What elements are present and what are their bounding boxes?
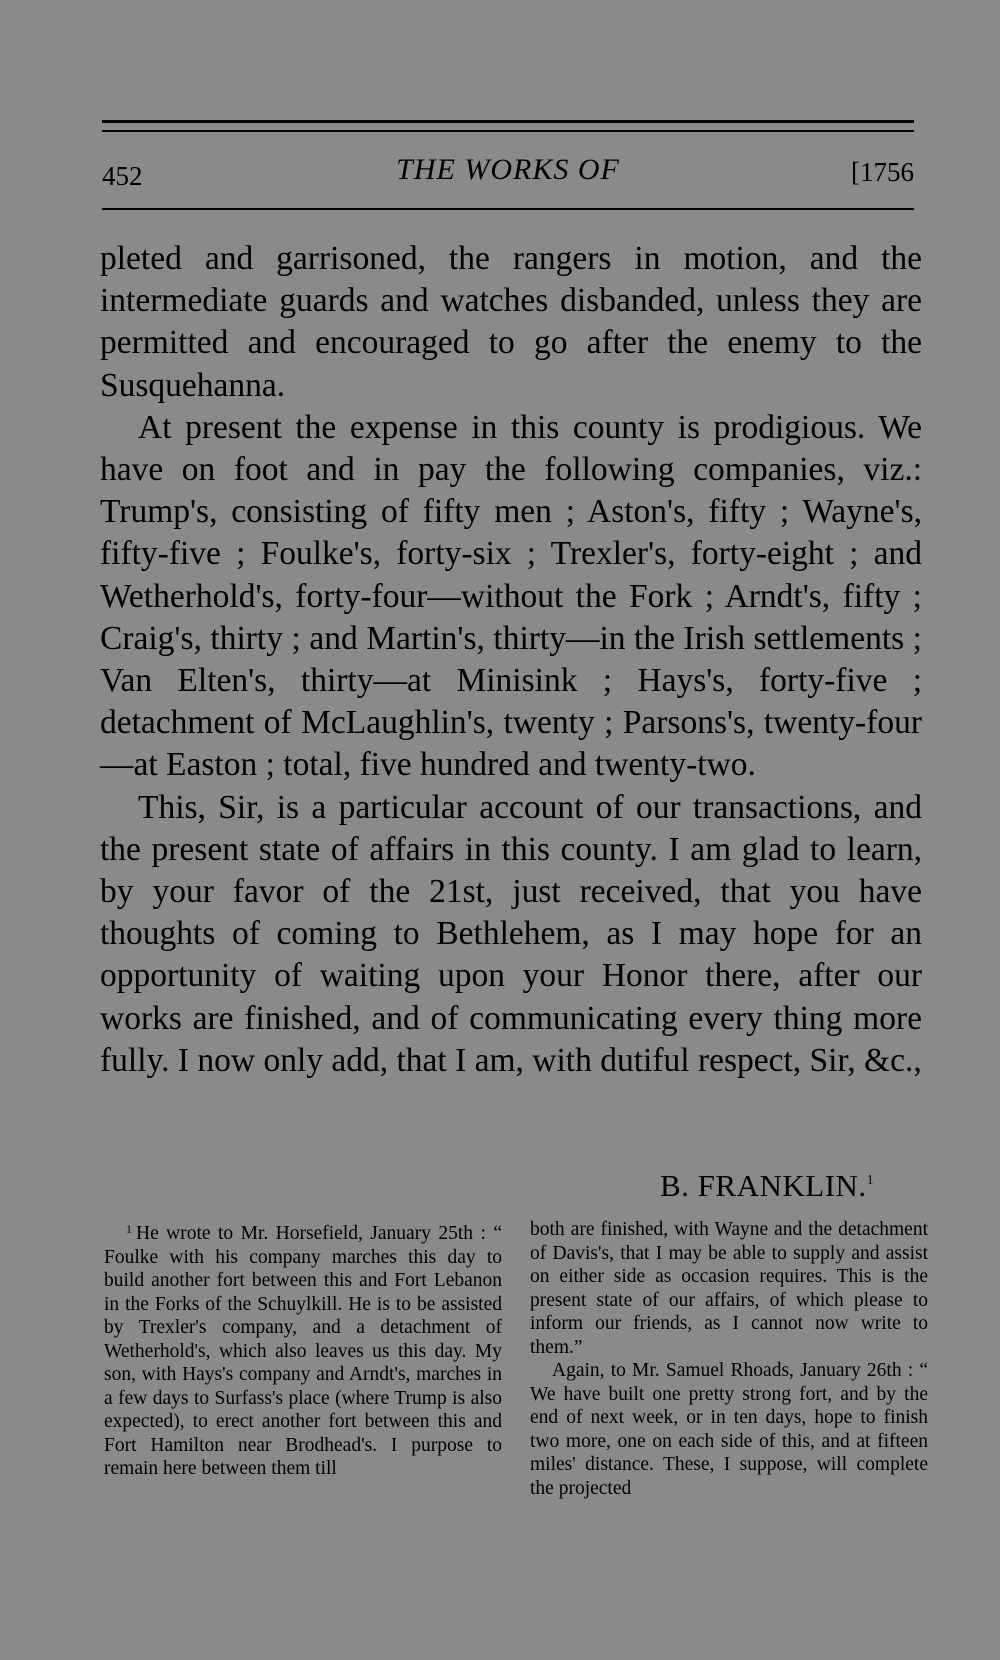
footnote-paragraph: Again, to Mr. Samuel Rhoads, January 26th : “ We have built one pretty strong fort, and by the end of next week, or in ten days, hope to finish two more, one on each side of this, and at fifteen miles' distance. These, I suppose, will complete the projected — [530, 1360, 928, 1499]
footnote-mark: 1 — [126, 1222, 132, 1236]
header-year: [1756 — [851, 157, 914, 187]
paragraph: This, Sir, is a particular account of our transactions, and the present state of affairs in this county. I am glad to learn, by your favor of the 21st, just received, that you have thoughts of coming to Bethlehem, as I may hope for an opportunity of waiting upon your Honor there, after our works are finished, and of communicating every thing more fully. I now only add, that I am, with dutiful respect, Sir, &c., — [100, 788, 922, 1079]
footnote-paragraph — [104, 1218, 502, 1481]
header-rule — [102, 208, 914, 210]
footnote-column-right — [530, 1218, 928, 1500]
page-number: 452 — [102, 161, 143, 191]
top-double-rule-upper — [102, 120, 914, 123]
paragraph: At present the expense in this county is prodigious. We have on foot and in pay the following companies, viz.: Trump's, consisting of fifty men ; Aston's, fifty ; Wayne's, fifty-five ; Foulke's, forty-six ; Trexler's, forty-eight ; and Wetherhold's, forty-four—without the Fork ; Arndt's, fifty ; Craig's, thirty ; and Martin's, thirty—in the Irish settlements ; Van Elten's, thirty—at Minisink ; Hays's, forty-five ; detachment of McLaughlin's, twenty ; Parsons's, twenty-four—at Easton ; total, five hundred and twenty-two. — [100, 408, 922, 784]
running-title: THE WORKS OF — [396, 153, 620, 186]
footnote-text: He wrote to Mr. Horsefield, January 25th : “ Foulke with his company marches this day to build another fort between this and Fort Lebanon in the Forks of the Schuylkill. He is to be assisted by Trexler's company, and a detachment of Wetherhold's, which also leaves us this day. My son, with Hays's company and Arndt's, marches in a few days to Surfass's place (where Trump is also expected), to erect another fort between this and Fort Hamilton near Brodhead's. I purpose to remain here between them till — [104, 1223, 502, 1479]
footnote-paragraph: both are finished, with Wayne and the detachment of Davis's, that I may be able to supply and assist on either side as occasion requires. This is the present state of our affairs, of which please to inform our friends, as I cannot now write to them.” — [530, 1219, 928, 1358]
signature — [660, 1168, 874, 1204]
footnote-column-left — [104, 1218, 502, 1481]
main-text — [100, 238, 922, 1082]
top-double-rule-lower — [102, 130, 914, 132]
signature-name: B. FRANKLIN. — [660, 1168, 867, 1203]
running-header — [102, 153, 914, 193]
footnote-reference: 1 — [866, 1173, 875, 1188]
paragraph: pleted and garrisoned, the rangers in motion, and the intermediate guards and watches disbanded, unless they are permitted and encouraged to go after the enemy to the Susquehanna. — [100, 240, 922, 404]
